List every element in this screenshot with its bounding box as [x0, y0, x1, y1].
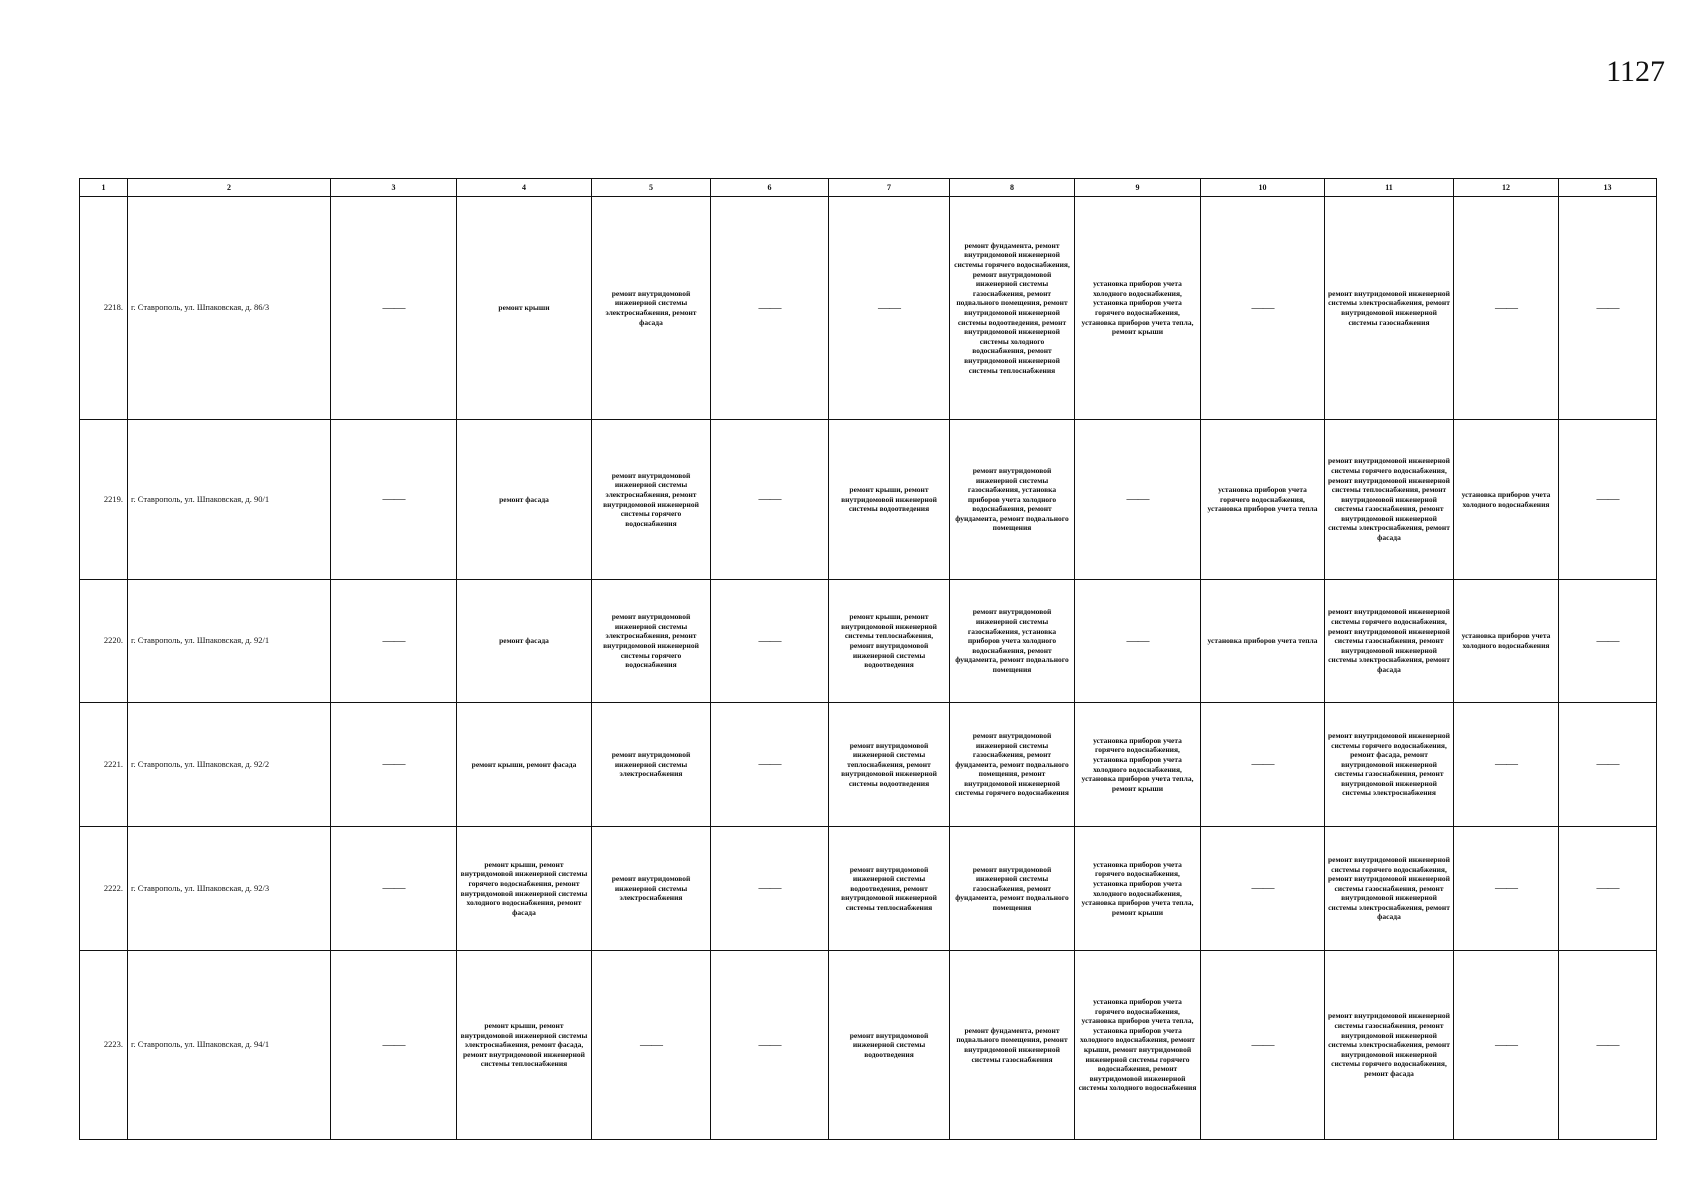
cell-col-8: ремонт фундамента, ремонт внутридомовой инженерной системы горячего водоснабжения, ремонт внутридомовой инженерной системы газоснабжения, ремонт подвального помещения, ремонт внутридомовой инженерной системы водоотведения, ремонт внутридомовой инженерной системы холодного водоснабжения, ремонт внутридомовой инженерной системы теплоснабжения	[950, 197, 1075, 420]
cell-col-10: установка приборов учета тепла	[1201, 580, 1325, 703]
cell-col-11: ремонт внутридомовой инженерной системы горячего водоснабжения, ремонт внутридомовой инженерной системы газоснабжения, ремонт внутридомовой инженерной системы электроснабжения, ремонт фасада	[1325, 827, 1454, 951]
cell-col-11: ремонт внутридомовой инженерной системы газоснабжения, ремонт внутридомовой инженерной системы электроснабжения, ремонт внутридомовой инженерной системы горячего водоснабжения, ремонт фасада	[1325, 951, 1454, 1140]
column-number: 7	[829, 179, 950, 197]
cell-col-4: ремонт фасада	[457, 580, 592, 703]
cell-col-13: ——	[1559, 703, 1657, 827]
cell-col-8: ремонт внутридомовой инженерной системы газоснабжения, установка приборов учета холодного водоснабжения, ремонт фундамента, ремонт подвального помещения	[950, 580, 1075, 703]
cell-col-4: ремонт крыши, ремонт внутридомовой инженерной системы горячего водоснабжения, ремонт внутридомовой инженерной системы холодного водоснабжения, ремонт фасада	[457, 827, 592, 951]
cell-col-6: ——	[711, 827, 829, 951]
cell-col-5: ремонт внутридомовой инженерной системы электроснабжения	[592, 827, 711, 951]
address-cell: г. Ставрополь, ул. Шпаковская, д. 90/1	[128, 420, 331, 580]
row-number: 2218.	[80, 197, 128, 420]
cell-col-5: ремонт внутридомовой инженерной системы электроснабжения	[592, 703, 711, 827]
cell-col-13: ——	[1559, 580, 1657, 703]
cell-col-3: ——	[331, 197, 457, 420]
page-number: 1127	[1606, 55, 1665, 88]
cell-col-10: установка приборов учета горячего водоснабжения, установка приборов учета тепла	[1201, 420, 1325, 580]
cell-col-10: ——	[1201, 827, 1325, 951]
column-number: 3	[331, 179, 457, 197]
cell-col-7: ——	[829, 197, 950, 420]
cell-col-8: ремонт внутридомовой инженерной системы газоснабжения, установка приборов учета холодного водоснабжения, ремонт фундамента, ремонт подвального помещения	[950, 420, 1075, 580]
column-number: 10	[1201, 179, 1325, 197]
cell-col-11: ремонт внутридомовой инженерной системы горячего водоснабжения, ремонт внутридомовой инженерной системы газоснабжения, ремонт внутридомовой инженерной системы электроснабжения, ремонт фасада	[1325, 580, 1454, 703]
cell-col-12: ——	[1454, 197, 1559, 420]
table-row	[80, 951, 1657, 1140]
cell-col-13: ——	[1559, 951, 1657, 1140]
cell-col-3: ——	[331, 827, 457, 951]
cell-col-4: ремонт крыши	[457, 197, 592, 420]
cell-col-9: установка приборов учета горячего водоснабжения, установка приборов учета тепла, установка приборов учета холодного водоснабжения, ремонт крыши, ремонт внутридомовой инженерной системы горячего водоснабжения, ремонт внутридомовой инженерной системы холодного водоснабжения	[1075, 951, 1201, 1140]
cell-col-5: ——	[592, 951, 711, 1140]
table-row	[80, 197, 1657, 420]
cell-col-13: ——	[1559, 197, 1657, 420]
cell-col-10: ——	[1201, 197, 1325, 420]
address-cell: г. Ставрополь, ул. Шпаковская, д. 94/1	[128, 951, 331, 1140]
cell-col-11: ремонт внутридомовой инженерной системы электроснабжения, ремонт внутридомовой инженерной системы газоснабжения	[1325, 197, 1454, 420]
table-row	[80, 580, 1657, 703]
column-number: 11	[1325, 179, 1454, 197]
row-number: 2222.	[80, 827, 128, 951]
column-number: 2	[128, 179, 331, 197]
column-number: 13	[1559, 179, 1657, 197]
cell-col-9: установка приборов учета горячего водоснабжения, установка приборов учета холодного водоснабжения, установка приборов учета тепла, ремонт крыши	[1075, 827, 1201, 951]
cell-col-5: ремонт внутридомовой инженерной системы электроснабжения, ремонт внутридомовой инженерной системы горячего водоснабжения	[592, 580, 711, 703]
table-row	[80, 420, 1657, 580]
repair-plan-table	[79, 178, 1657, 1140]
cell-col-6: ——	[711, 580, 829, 703]
column-number: 6	[711, 179, 829, 197]
column-number: 9	[1075, 179, 1201, 197]
cell-col-8: ремонт фундамента, ремонт подвального помещения, ремонт внутридомовой инженерной системы газоснабжения	[950, 951, 1075, 1140]
column-number: 8	[950, 179, 1075, 197]
cell-col-12: установка приборов учета холодного водоснабжения	[1454, 580, 1559, 703]
cell-col-7: ремонт внутридомовой инженерной системы теплоснабжения, ремонт внутридомовой инженерной системы водоотведения	[829, 703, 950, 827]
cell-col-8: ремонт внутридомовой инженерной системы газоснабжения, ремонт фундамента, ремонт подвального помещения	[950, 827, 1075, 951]
address-cell: г. Ставрополь, ул. Шпаковская, д. 86/3	[128, 197, 331, 420]
cell-col-4: ремонт крыши, ремонт внутридомовой инженерной системы электроснабжения, ремонт фасада, ремонт внутридомовой инженерной системы теплоснабжения	[457, 951, 592, 1140]
column-number: 4	[457, 179, 592, 197]
cell-col-3: ——	[331, 420, 457, 580]
cell-col-10: ——	[1201, 703, 1325, 827]
cell-col-3: ——	[331, 951, 457, 1140]
address-cell: г. Ставрополь, ул. Шпаковская, д. 92/2	[128, 703, 331, 827]
cell-col-6: ——	[711, 703, 829, 827]
table-row	[80, 827, 1657, 951]
cell-col-6: ——	[711, 951, 829, 1140]
cell-col-12: ——	[1454, 951, 1559, 1140]
cell-col-7: ремонт внутридомовой инженерной системы водоотведения, ремонт внутридомовой инженерной системы теплоснабжения	[829, 827, 950, 951]
row-number: 2219.	[80, 420, 128, 580]
address-cell: г. Ставрополь, ул. Шпаковская, д. 92/1	[128, 580, 331, 703]
cell-col-9: ——	[1075, 580, 1201, 703]
cell-col-4: ремонт крыши, ремонт фасада	[457, 703, 592, 827]
cell-col-5: ремонт внутридомовой инженерной системы электроснабжения, ремонт внутридомовой инженерной системы горячего водоснабжения	[592, 420, 711, 580]
cell-col-7: ремонт внутридомовой инженерной системы водоотведения	[829, 951, 950, 1140]
row-number: 2221.	[80, 703, 128, 827]
cell-col-6: ——	[711, 197, 829, 420]
cell-col-5: ремонт внутридомовой инженерной системы электроснабжения, ремонт фасада	[592, 197, 711, 420]
table-row	[80, 703, 1657, 827]
column-number: 12	[1454, 179, 1559, 197]
cell-col-9: установка приборов учета холодного водоснабжения, установка приборов учета горячего водоснабжения, установка приборов учета тепла, ремонт крыши	[1075, 197, 1201, 420]
column-number: 1	[80, 179, 128, 197]
cell-col-12: ——	[1454, 827, 1559, 951]
cell-col-12: ——	[1454, 703, 1559, 827]
cell-col-9: установка приборов учета горячего водоснабжения, установка приборов учета холодного водоснабжения, установка приборов учета тепла, ремонт крыши	[1075, 703, 1201, 827]
cell-col-7: ремонт крыши, ремонт внутридомовой инженерной системы водоотведения	[829, 420, 950, 580]
cell-col-12: установка приборов учета холодного водоснабжения	[1454, 420, 1559, 580]
cell-col-13: ——	[1559, 827, 1657, 951]
cell-col-9: ——	[1075, 420, 1201, 580]
cell-col-11: ремонт внутридомовой инженерной системы горячего водоснабжения, ремонт внутридомовой инженерной системы теплоснабжения, ремонт внутридомовой инженерной системы газоснабжения, ремонт внутридомовой инженерной системы электроснабжения, ремонт фасада	[1325, 420, 1454, 580]
cell-col-8: ремонт внутридомовой инженерной системы газоснабжения, ремонт фундамента, ремонт подвального помещения, ремонт внутридомовой инженерной системы горячего водоснабжения	[950, 703, 1075, 827]
cell-col-13: ——	[1559, 420, 1657, 580]
cell-col-6: ——	[711, 420, 829, 580]
column-number: 5	[592, 179, 711, 197]
cell-col-4: ремонт фасада	[457, 420, 592, 580]
cell-col-11: ремонт внутридомовой инженерной системы горячего водоснабжения, ремонт фасада, ремонт внутридомовой инженерной системы газоснабжения, ремонт внутридомовой инженерной системы электроснабжения	[1325, 703, 1454, 827]
cell-col-7: ремонт крыши, ремонт внутридомовой инженерной системы теплоснабжения, ремонт внутридомовой инженерной системы водоотведения	[829, 580, 950, 703]
row-number: 2220.	[80, 580, 128, 703]
cell-col-3: ——	[331, 703, 457, 827]
address-cell: г. Ставрополь, ул. Шпаковская, д. 92/3	[128, 827, 331, 951]
cell-col-10: ——	[1201, 951, 1325, 1140]
cell-col-3: ——	[331, 580, 457, 703]
row-number: 2223.	[80, 951, 128, 1140]
column-number-row	[80, 179, 1657, 197]
